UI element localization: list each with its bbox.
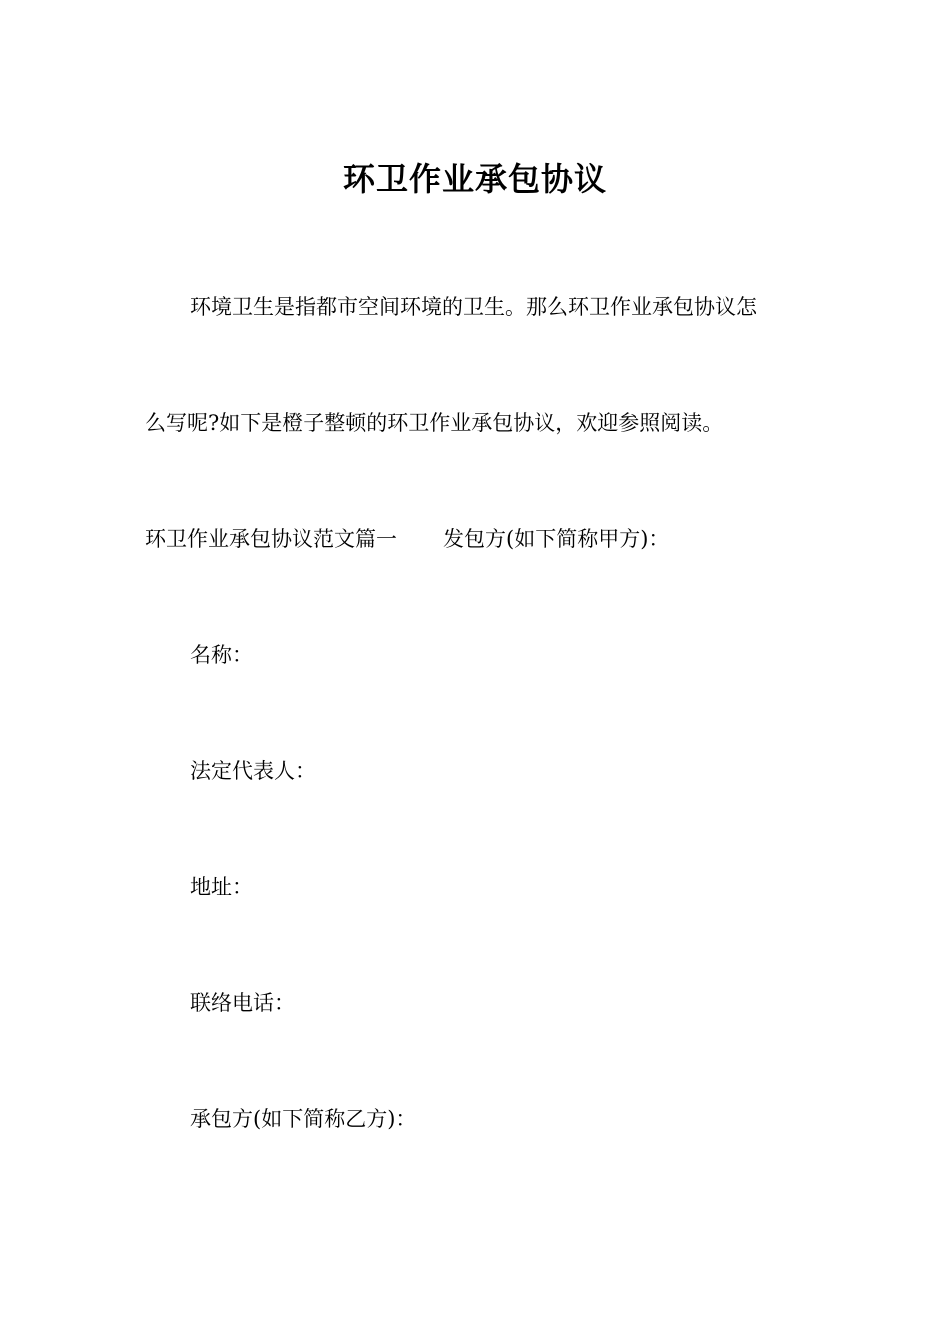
section-heading: 环卫作业承包协议范文篇一 — [145, 527, 397, 551]
intro-paragraph-line-1: 环境卫生是指都市空间环境的卫生。那么环卫作业承包协议怎 — [190, 295, 757, 319]
intro-paragraph-line-2: 么写呢?如下是橙子整顿的环卫作业承包协议，欢迎参照阅读。 — [145, 411, 724, 435]
document-title: 环卫作业承包协议 — [342, 160, 607, 198]
field-legal-representative-label: 法定代表人： — [190, 759, 316, 783]
party-a-label: 发包方(如下简称甲方)： — [443, 527, 670, 551]
section-heading-line — [145, 524, 669, 554]
field-name-label: 名称： — [190, 643, 253, 667]
party-b-label: 承包方(如下简称乙方)： — [190, 1107, 417, 1131]
field-address-label: 地址： — [190, 875, 253, 899]
field-phone-label: 联络电话： — [190, 991, 295, 1015]
